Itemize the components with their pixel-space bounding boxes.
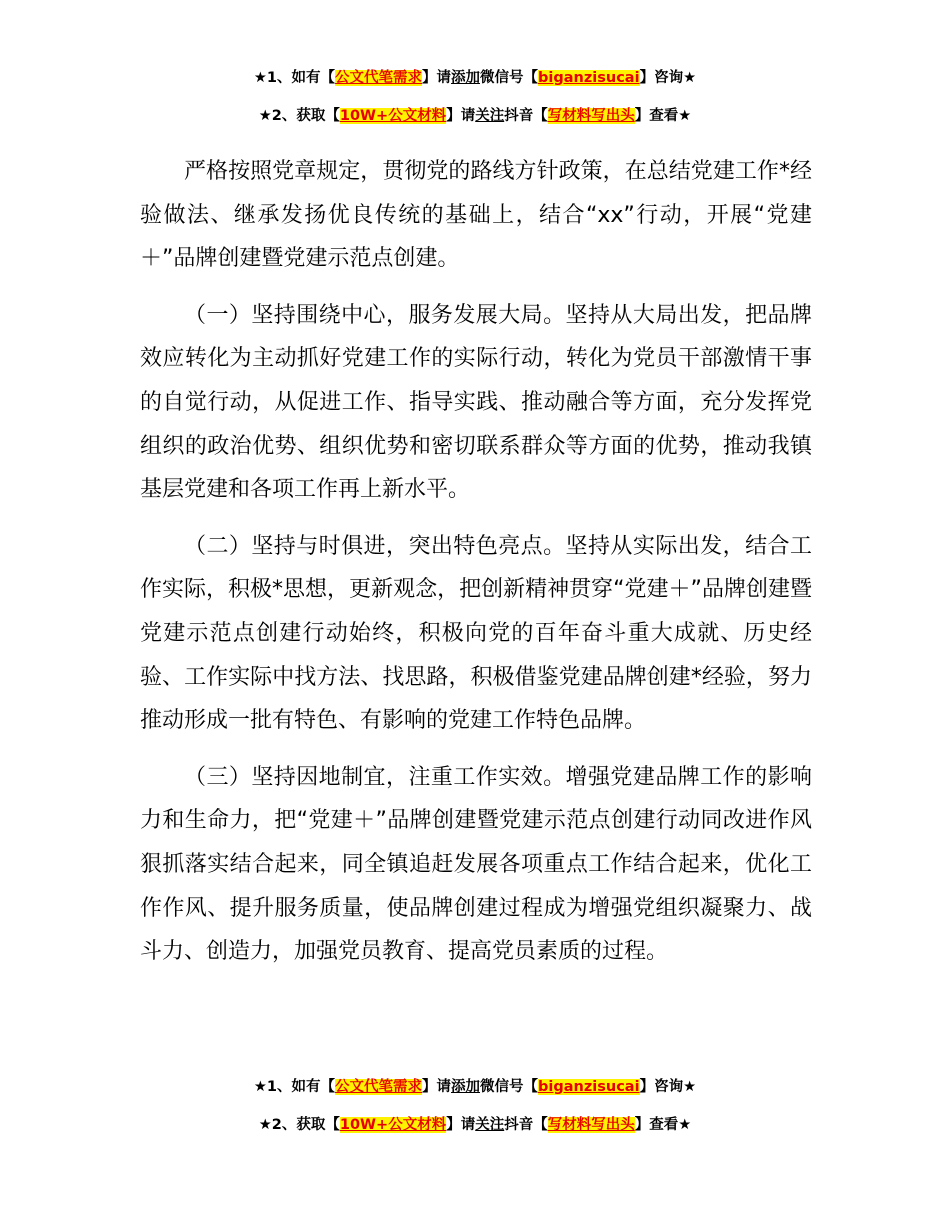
banner-emphasis: 添加 [451,1079,481,1095]
top-banner-line-2 [0,106,950,126]
banner-prefix: ★2、获取【 [258,1117,340,1133]
banner-prefix: ★1、如有【 [253,70,336,86]
banner-mid: 】请 [422,1079,452,1095]
wechat-id-highlight: biganzisucai [538,1079,640,1095]
banner-mid: 】请 [422,70,452,86]
banner-mid: 抖音【 [504,108,548,124]
top-banner-line-1 [0,68,950,88]
wechat-id-highlight: biganzisucai [538,70,640,86]
banner-prefix: ★2、获取【 [258,108,340,124]
banner-mid: 微信号【 [480,70,539,86]
banner-suffix: 】查看★ [634,108,692,124]
highlight-service-text: 公文代笔需求 [335,1079,423,1095]
banner-mid: 】请 [446,108,476,124]
paragraph-section-1: （一）坚持围绕中心，服务发展大局。坚持从大局出发，把品牌效应转化为主动抓好党建工作的实际行动，转化为党员干部激情干事的自觉行动，从促进工作、指导实践、推动融合等方面，充分发挥党组织的政治优势、组织优势和密切联系群众等方面的优势，推动我镇基层党建和各项工作再上新水平。 [140,302,812,503]
banner-mid: 】请 [446,1117,476,1133]
banner-prefix: ★1、如有【 [253,1079,336,1095]
materials-highlight: 10W+公文材料 [339,108,447,124]
banner-suffix: 】查看★ [634,1117,692,1133]
banner-emphasis: 关注 [475,108,505,124]
document-body [140,150,812,987]
paragraph-section-3: （三）坚持因地制宜，注重工作实效。增强党建品牌工作的影响力和生命力，把“党建＋”品牌创建暨党建示范点创建行动同改进作风狠抓落实结合起来，同全镇追赶发展各项重点工作结合起来，优化工作作风、提升服务质量，使品牌创建过程成为增强党组织凝聚力、战斗力、创造力，加强党员教育、提高党员素质的过程。 [140,764,812,965]
bottom-banner-line-1 [0,1077,950,1097]
paragraph-intro: 严格按照党章规定，贯彻党的路线方针政策，在总结党建工作*经验做法、继承发扬优良传统的基础上，结合“xx”行动，开展“党建＋”品牌创建暨党建示范点创建。 [140,159,812,272]
materials-highlight: 10W+公文材料 [339,1117,447,1133]
highlight-service-text: 公文代笔需求 [335,70,423,86]
paragraph-section-2: （二）坚持与时俱进，突出特色亮点。坚持从实际出发，结合工作实际，积极*思想，更新观念，把创新精神贯穿“党建＋”品牌创建暨党建示范点创建行动始终，积极向党的百年奋斗重大成就、历史经验、工作实际中找方法、找思路，积极借鉴党建品牌创建*经验，努力推动形成一批有特色、有影响的党建工作特色品牌。 [140,533,812,734]
banner-mid: 微信号【 [480,1079,539,1095]
banner-emphasis: 添加 [451,70,481,86]
douyin-account-highlight: 写材料写出头 [547,1117,635,1133]
banner-suffix: 】咨询★ [639,70,697,86]
banner-mid: 抖音【 [504,1117,548,1133]
banner-suffix: 】咨询★ [639,1079,697,1095]
banner-emphasis: 关注 [475,1117,505,1133]
douyin-account-highlight: 写材料写出头 [547,108,635,124]
bottom-banner-line-2 [0,1115,950,1135]
